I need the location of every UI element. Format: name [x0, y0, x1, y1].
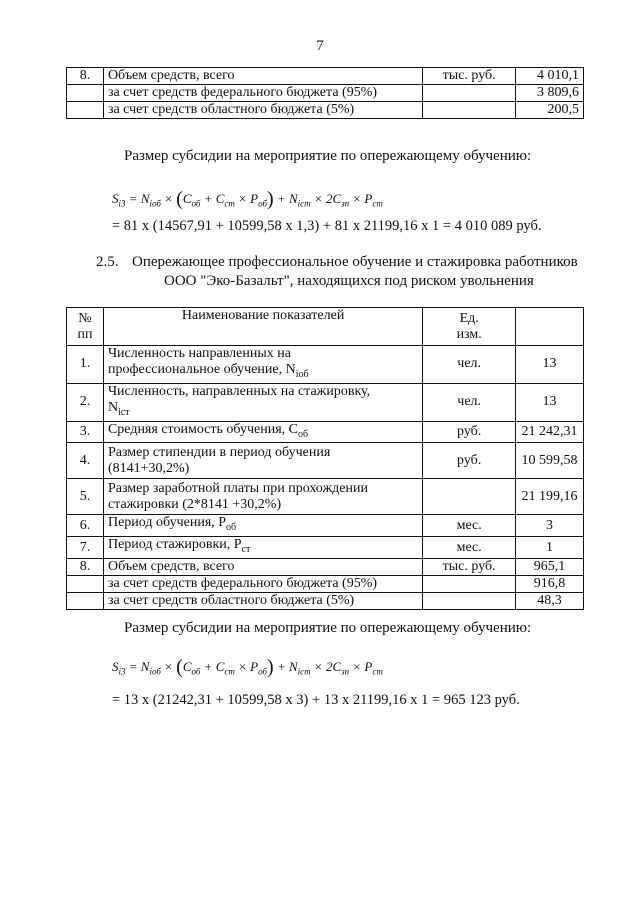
- row-name: за счет средств областного бюджета (5%): [103, 102, 422, 119]
- row-value: 200,5: [516, 102, 584, 119]
- row-name: Численность направленных на профессиональное обучение, $N_{iоб}$: [103, 346, 422, 384]
- table-row: [67, 102, 584, 119]
- row-value: 4 010,1: [516, 68, 584, 85]
- row-number: 5.: [67, 479, 104, 515]
- row-number: 3.: [67, 421, 104, 443]
- row-name: Средняя стоимость обучения, $С_{об}$: [103, 421, 422, 443]
- row-number: 4.: [67, 443, 104, 479]
- row-unit: чел.: [423, 383, 516, 421]
- row-number: 8.: [67, 558, 104, 575]
- row-name: Размер стипендии в период обучения (8141+30,2%): [103, 443, 422, 479]
- row-value: 21 199,16: [516, 479, 584, 515]
- table-row: [67, 421, 584, 443]
- column-header: Ед. изм.: [423, 308, 516, 346]
- row-value: 10 599,58: [516, 443, 584, 479]
- row-number: 8.: [67, 68, 104, 85]
- row-unit: руб.: [423, 421, 516, 443]
- row-unit: [423, 575, 516, 592]
- row-name: за счет средств федерального бюджета (95%): [103, 85, 422, 102]
- row-number: 1.: [67, 346, 104, 384]
- row-name: Объем средств, всего: [103, 558, 422, 575]
- subsidy-intro: Размер субсидии на мероприятие по опережающему обучению:: [124, 148, 532, 164]
- calculation-result: = 81 x (14567,91 + 10599,58 x 1,3) + 81 x 21199,16 x 1 = 4 010 089 руб.: [112, 218, 542, 234]
- table-row: [67, 575, 584, 592]
- row-unit: [423, 592, 516, 609]
- section-number: 2.5.: [96, 254, 119, 270]
- section-title: ООО "Эко-Базальт", находящихся под риском увольнения: [164, 273, 534, 289]
- main-table: [66, 307, 584, 610]
- row-name: за счет средств областного бюджета (5%): [103, 592, 422, 609]
- page-number: 7: [316, 38, 324, 54]
- row-unit: мес.: [423, 537, 516, 559]
- row-value: 13: [516, 346, 584, 384]
- table-row: [67, 383, 584, 421]
- table-row: [67, 515, 584, 537]
- row-unit: тыс. руб.: [423, 558, 516, 575]
- row-unit: тыс. руб.: [423, 68, 516, 85]
- column-header: [516, 308, 584, 346]
- row-name: Период обучения, $Р_{об}$: [103, 515, 422, 537]
- table-row: [67, 558, 584, 575]
- column-header: № пп: [67, 308, 104, 346]
- row-value: 3: [516, 515, 584, 537]
- subsidy-formula: $S_{i3} = N_{iоб} \times (C_{об} + C_{ст} \times P_{об}) + N_{icт} \times 2C_{зп} \times P_{ст}$: [112, 188, 383, 210]
- row-value: 48,3: [516, 592, 584, 609]
- row-number: 2.: [67, 383, 104, 421]
- row-number: [67, 575, 104, 592]
- row-number: [67, 85, 104, 102]
- row-value: 916,8: [516, 575, 584, 592]
- table-header-row: [67, 308, 584, 346]
- row-unit: [423, 479, 516, 515]
- table-row: [67, 443, 584, 479]
- row-number: [67, 592, 104, 609]
- table-row: [67, 85, 584, 102]
- row-unit: руб.: [423, 443, 516, 479]
- top-table: [66, 67, 584, 119]
- subsidy-formula: $S_{i3} = N_{iоб} \times (C_{об} + C_{ст} \times P_{об}) + N_{icт} \times 2C_{зп} \times P_{ст}$: [112, 656, 383, 678]
- row-value: 21 242,31: [516, 421, 584, 443]
- row-unit: [423, 102, 516, 119]
- row-unit: чел.: [423, 346, 516, 384]
- row-value: 3 809,6: [516, 85, 584, 102]
- table-row: [67, 68, 584, 85]
- row-number: 6.: [67, 515, 104, 537]
- table-row: [67, 537, 584, 559]
- calculation-result: = 13 x (21242,31 + 10599,58 x 3) + 13 x 21199,16 x 1 = 965 123 руб.: [112, 692, 520, 708]
- row-unit: мес.: [423, 515, 516, 537]
- row-number: 7.: [67, 537, 104, 559]
- column-header: Наименование показателей: [103, 308, 422, 346]
- row-value: 965,1: [516, 558, 584, 575]
- table-row: [67, 592, 584, 609]
- section-title: Опережающее профессиональное обучение и стажировка работников: [132, 254, 578, 270]
- row-number: [67, 102, 104, 119]
- row-name: Численность, направленных на стажировку, $N_{iст}$: [103, 383, 422, 421]
- subsidy-intro: Размер субсидии на мероприятие по опережающему обучению:: [124, 620, 532, 636]
- row-name: за счет средств федерального бюджета (95%): [103, 575, 422, 592]
- row-name: Объем средств, всего: [103, 68, 422, 85]
- row-name: Период стажировки, $Р_{ст}$: [103, 537, 422, 559]
- row-value: 13: [516, 383, 584, 421]
- row-name: Размер заработной платы при прохождении стажировки (2*8141 +30,2%): [103, 479, 422, 515]
- table-row: [67, 346, 584, 384]
- row-value: 1: [516, 537, 584, 559]
- row-unit: [423, 85, 516, 102]
- table-row: [67, 479, 584, 515]
